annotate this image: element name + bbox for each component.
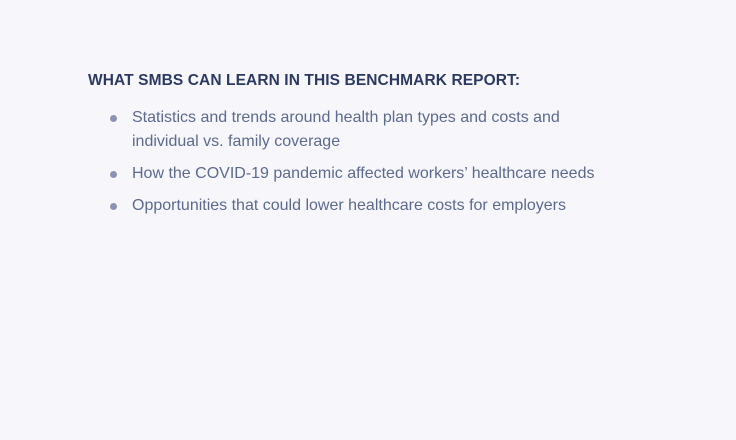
bullet-dot-icon [110,171,117,178]
list-item-text: Statistics and trends around health plan types and costs and individual vs. family coverage [132,109,560,150]
bullet-dot-icon [110,115,117,122]
list-item-text: How the COVID-19 pandemic affected workers’ healthcare needs [132,165,595,182]
list-item [110,194,652,218]
benefits-list [110,106,652,226]
section-heading: WHAT SMBS CAN LEARN IN THIS BENCHMARK REPORT: [88,72,521,89]
list-item [110,106,652,154]
list-item [110,162,652,186]
list-item-text: Opportunities that could lower healthcare costs for employers [132,197,566,214]
bullet-dot-icon [110,203,117,210]
